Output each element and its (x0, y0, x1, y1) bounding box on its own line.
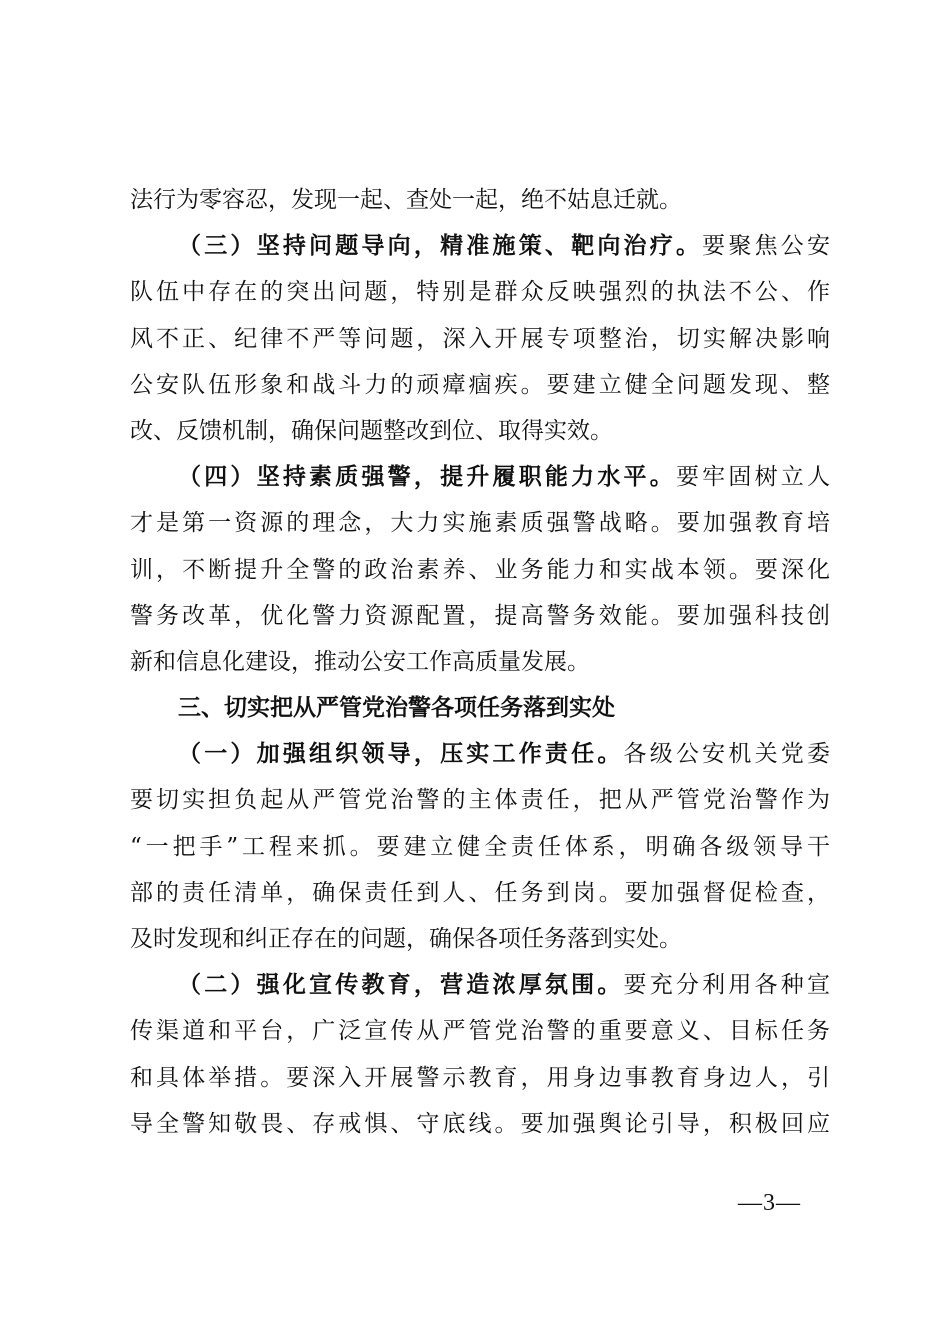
line-text: 部的责任清单，确保责任到人、任务到岗。要加强督促检查， (130, 879, 830, 906)
text-line (130, 362, 830, 408)
line-text: 队伍中存在的突出问题，特别是群众反映强烈的执法不公、作 (130, 279, 830, 306)
text-line (130, 639, 830, 685)
line-text: 新和信息化建设，推动公安工作高质量发展。 (130, 648, 590, 675)
text-line (130, 824, 830, 870)
line-text: 要充分利用各种宣 (623, 972, 831, 999)
line-text: 各级公安机关党委 (623, 741, 831, 768)
line-text: 改、反馈机制，确保问题整改到位、取得实效。 (130, 417, 613, 444)
text-line (130, 269, 830, 315)
line-text: 及时发现和纠正存在的问题，确保各项任务落到实处。 (130, 926, 682, 952)
text-line (130, 316, 830, 362)
text-line (130, 500, 830, 546)
line-text: 警务改革，优化警力资源配置，提高警务效能。要加强科技创 (130, 602, 830, 629)
line-text: 和具体举措。要深入开展警示教育，用身边事教育身边人，引 (130, 1064, 830, 1091)
line-text: 导全警知敬畏、存戒惧、守底线。要加强舆论引导，积极回应 (130, 1110, 830, 1137)
line-text: 传渠道和平台，广泛宣传从严管党治警的重要意义、目标任务 (130, 1018, 830, 1045)
text-line (130, 547, 830, 593)
section-heading (130, 685, 830, 731)
text-line (130, 962, 830, 1008)
line-text: 要牢固树立人 (675, 464, 831, 491)
line-text: 训，不断提升全警的政治素养、业务能力和实战本领。要深化 (130, 556, 830, 583)
line-text: 要聚焦公安 (702, 233, 831, 260)
subsection-lead: （二）强化宣传教育，营造浓厚氛围。 (178, 971, 624, 999)
text-line (130, 593, 830, 639)
text-line (130, 177, 830, 223)
text-line (130, 223, 830, 269)
subsection-lead: （四）坚持素质强警，提升履职能力水平。 (178, 463, 676, 491)
line-text: 公安队伍形象和战斗力的顽瘴痼疾。要建立健全问题发现、整 (130, 371, 830, 398)
text-line (130, 454, 830, 500)
text-line (130, 731, 830, 777)
text-line (130, 1008, 830, 1054)
line-text: “一把手”工程来抓。要建立健全责任体系，明确各级领导干 (130, 833, 830, 860)
text-line (130, 1055, 830, 1101)
body-text (130, 177, 830, 1147)
subsection-lead: （三）坚持问题导向，精准施策、靶向治疗。 (178, 232, 703, 260)
line-text: 要切实担负起从严管党治警的主体责任，把从严管党治警作为 (130, 787, 830, 814)
page-number: —3— (738, 1190, 801, 1216)
line-text: 才是第一资源的理念，大力实施素质强警战略。要加强教育培 (130, 510, 830, 537)
text-line (130, 408, 830, 454)
subsection-lead: （一）加强组织领导，压实工作责任。 (178, 740, 624, 768)
line-text: 法行为零容忍，发现一起、查处一起，绝不姑息迁就。 (130, 187, 682, 213)
line-text: 风不正、纪律不严等问题，深入开展专项整治，切实解决影响 (130, 325, 830, 352)
text-line (130, 1101, 830, 1147)
text-line (130, 870, 830, 916)
text-line (130, 777, 830, 823)
section-heading-text: 三、切实把从严管党治警各项任务落到实处 (178, 695, 615, 722)
text-line (130, 916, 830, 962)
